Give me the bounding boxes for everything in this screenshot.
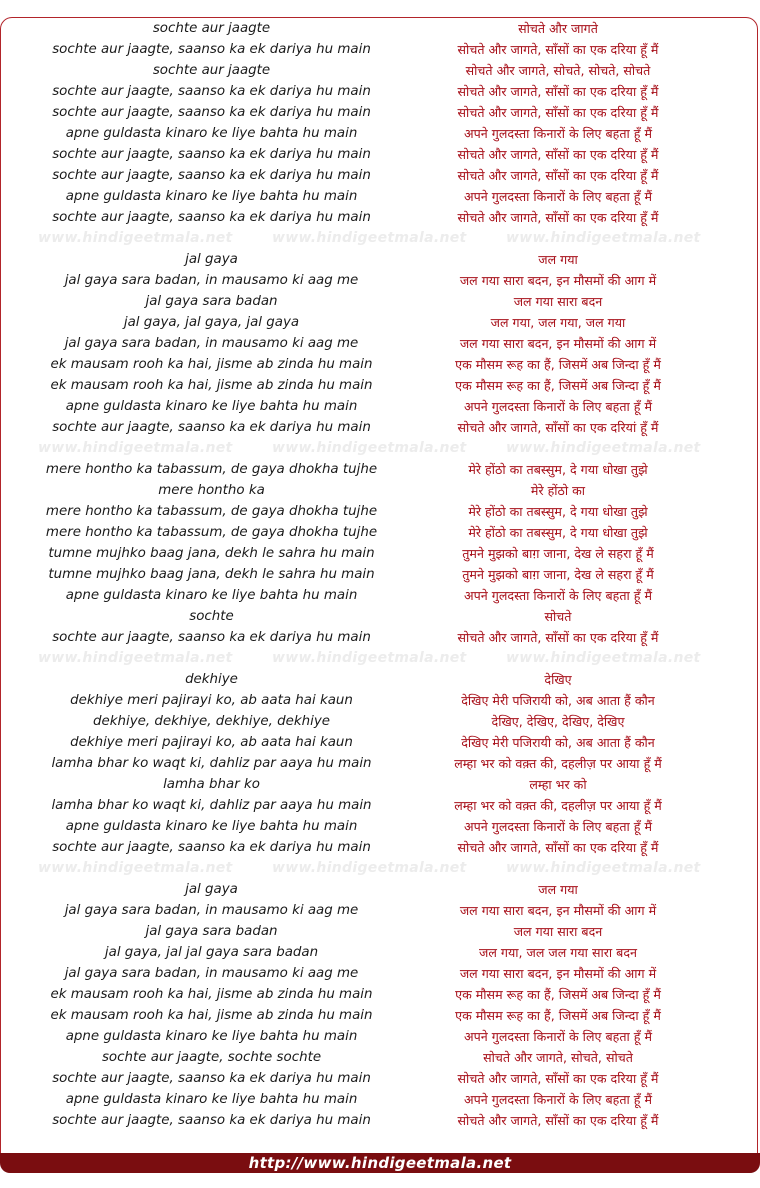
lyric-line-en: jal gaya sara badan	[145, 924, 278, 939]
lyric-line-en: apne guldasta kinaro ke liye bahta hu main	[65, 588, 358, 603]
watermark-text: www.hindigeetmala.net	[506, 440, 701, 456]
lyric-line-hi: तुमने मुझको बाग़ जाना, देख ले सहरा हूँ मैं	[462, 567, 654, 582]
lyric-line-hi: जल गया, जल जल गया सारा बदन	[478, 945, 638, 960]
lyric-line-hi: अपने गुलदस्ता किनारों के लिए बहता हूँ मैं	[463, 399, 652, 414]
lyric-line-hi: देखिए मेरी पजिरायी को, अब आता हैं कौन	[461, 693, 655, 708]
lyric-line-en: jal gaya sara badan, in mausamo ki aag me	[64, 336, 359, 351]
lyric-line-en: jal gaya sara badan, in mausamo ki aag me	[64, 966, 359, 981]
lyric-line-hi: सोचते और जागते, साँसों का एक दरिया हूँ मैं	[457, 210, 659, 225]
lyric-line-en: jal gaya, jal jal gaya sara badan	[104, 945, 319, 960]
lyric-line-hi: सोचते और जागते, साँसों का एक दरियां हूँ मैं	[457, 420, 659, 435]
lyric-line-hi: सोचते और जागते, साँसों का एक दरिया हूँ मैं	[457, 1071, 659, 1086]
watermark-text: www.hindigeetmala.net	[506, 230, 701, 246]
lyric-line-hi: जल गया, जल गया, जल गया	[490, 315, 626, 330]
watermark-text: www.hindigeetmala.net	[506, 650, 701, 666]
watermark-text: www.hindigeetmala.net	[38, 860, 233, 876]
lyric-line-en: mere hontho ka	[158, 483, 265, 498]
lyric-line-en: sochte	[189, 609, 234, 624]
lyric-line-en: sochte aur jaagte, saanso ka ek dariya hu main	[52, 1071, 371, 1086]
lyric-line-hi: जल गया सारा बदन, इन मौसमों की आग में	[459, 903, 657, 918]
lyric-line-en: dekhiye, dekhiye, dekhiye, dekhiye	[93, 714, 330, 729]
watermark-row	[0, 438, 760, 459]
lyric-line-en: lamha bhar ko	[163, 777, 260, 792]
lyric-line-en: sochte aur jaagte, saanso ka ek dariya hu main	[52, 840, 371, 855]
lyric-line-en: apne guldasta kinaro ke liye bahta hu main	[65, 189, 358, 204]
lyric-line-hi: मेरे होंठो का तबस्सुम, दे गया धोखा तुझे	[468, 504, 648, 519]
watermark-row	[0, 228, 760, 249]
lyric-line-hi: सोचते और जागते, साँसों का एक दरिया हूँ मैं	[457, 1113, 659, 1128]
footer-url[interactable]: http://www.hindigeetmala.net	[248, 1154, 512, 1172]
lyric-line-en: ek mausam rooh ka hai, jisme ab zinda hu main	[50, 378, 373, 393]
lyric-line-en: sochte aur jaagte, saanso ka ek dariya hu main	[52, 630, 371, 645]
lyric-line-en: lamha bhar ko waqt ki, dahliz par aaya hu main	[51, 756, 372, 771]
lyric-line-hi: लम्हा भर को	[529, 777, 587, 792]
lyric-line-en: ek mausam rooh ka hai, jisme ab zinda hu main	[50, 357, 373, 372]
lyric-line-hi: मेरे होंठो का	[530, 483, 586, 498]
lyric-line-hi: सोचते और जागते, साँसों का एक दरिया हूँ मैं	[457, 105, 659, 120]
lyric-line-en: apne guldasta kinaro ke liye bahta hu main	[65, 819, 358, 834]
lyric-line-hi: अपने गुलदस्ता किनारों के लिए बहता हूँ मैं	[463, 126, 652, 141]
lyric-line-hi: सोचते और जागते	[518, 21, 598, 36]
lyric-line-en: apne guldasta kinaro ke liye bahta hu main	[65, 126, 358, 141]
watermark-text: www.hindigeetmala.net	[38, 440, 233, 456]
lyric-line-hi: सोचते और जागते, साँसों का एक दरिया हूँ मैं	[457, 147, 659, 162]
lyric-line-hi: सोचते और जागते, साँसों का एक दरिया हूँ मैं	[457, 840, 659, 855]
watermark-text: www.hindigeetmala.net	[272, 230, 467, 246]
lyric-line-en: apne guldasta kinaro ke liye bahta hu main	[65, 1092, 358, 1107]
lyric-line-en: sochte aur jaagte, sochte sochte	[101, 1050, 322, 1065]
lyric-line-hi: एक मौसम रूह का हैं, जिसमें अब जिन्दा हूँ मैं	[455, 378, 661, 393]
lyric-line-hi: अपने गुलदस्ता किनारों के लिए बहता हूँ मैं	[463, 1029, 652, 1044]
lyric-line-en: mere hontho ka tabassum, de gaya dhokha tujhe	[45, 504, 378, 519]
lyric-line-en: sochte aur jaagte, saanso ka ek dariya hu main	[52, 1113, 371, 1128]
lyric-line-hi: लम्हा भर को वक़्त की, दहलीज़ पर आया हूँ मैं	[454, 798, 662, 813]
lyric-line-en: mere hontho ka tabassum, de gaya dhokha tujhe	[45, 462, 378, 477]
lyric-line-en: tumne mujhko baag jana, dekh le sahra hu main	[48, 546, 375, 561]
lyric-line-hi: एक मौसम रूह का हैं, जिसमें अब जिन्दा हूँ मैं	[455, 987, 661, 1002]
lyric-line-hi: सोचते और जागते, साँसों का एक दरिया हूँ मैं	[457, 84, 659, 99]
lyric-line-en: sochte aur jaagte, saanso ka ek dariya hu main	[52, 168, 371, 183]
lyric-line-en: jal gaya sara badan, in mausamo ki aag me	[64, 903, 359, 918]
lyric-line-hi: मेरे होंठो का तबस्सुम, दे गया धोखा तुझे	[468, 462, 648, 477]
watermark-text: www.hindigeetmala.net	[38, 230, 233, 246]
lyric-line-hi: जल गया सारा बदन	[513, 924, 603, 939]
lyric-line-hi: तुमने मुझको बाग़ जाना, देख ले सहरा हूँ मैं	[462, 546, 654, 561]
lyric-line-en: sochte aur jaagte	[152, 21, 271, 36]
lyric-line-hi: एक मौसम रूह का हैं, जिसमें अब जिन्दा हूँ मैं	[455, 357, 661, 372]
lyric-line-hi: जल गया सारा बदन, इन मौसमों की आग में	[459, 336, 657, 351]
lyric-line-en: apne guldasta kinaro ke liye bahta hu main	[65, 399, 358, 414]
lyric-line-hi: देखिए	[544, 672, 572, 687]
lyric-line-hi: सोचते	[544, 609, 572, 624]
watermark-row	[0, 858, 760, 879]
lyric-line-en: sochte aur jaagte, saanso ka ek dariya hu main	[52, 42, 371, 57]
lyric-line-en: dekhiye	[185, 672, 238, 687]
lyric-line-en: lamha bhar ko waqt ki, dahliz par aaya hu main	[51, 798, 372, 813]
watermark-row	[0, 648, 760, 669]
lyric-line-en: jal gaya sara badan	[145, 294, 278, 309]
lyric-line-en: jal gaya sara badan, in mausamo ki aag me	[64, 273, 359, 288]
lyric-line-hi: अपने गुलदस्ता किनारों के लिए बहता हूँ मैं	[463, 819, 652, 834]
lyric-line-en: sochte aur jaagte, saanso ka ek dariya hu main	[52, 105, 371, 120]
lyric-line-en: ek mausam rooh ka hai, jisme ab zinda hu main	[50, 987, 373, 1002]
lyric-line-hi: जल गया सारा बदन, इन मौसमों की आग में	[459, 273, 657, 288]
lyric-line-hi: अपने गुलदस्ता किनारों के लिए बहता हूँ मैं	[463, 189, 652, 204]
watermark-text: www.hindigeetmala.net	[272, 860, 467, 876]
lyric-line-en: mere hontho ka tabassum, de gaya dhokha tujhe	[45, 525, 378, 540]
watermark-text: www.hindigeetmala.net	[272, 440, 467, 456]
watermark-text: www.hindigeetmala.net	[38, 650, 233, 666]
lyric-line-en: jal gaya, jal gaya, jal gaya	[123, 315, 300, 330]
lyric-line-hi: जल गया	[538, 882, 578, 897]
lyric-line-en: jal gaya	[185, 882, 238, 897]
lyric-line-en: ek mausam rooh ka hai, jisme ab zinda hu main	[50, 1008, 373, 1023]
lyric-line-hi: सोचते और जागते, साँसों का एक दरिया हूँ मैं	[457, 42, 659, 57]
lyric-line-en: sochte aur jaagte	[152, 63, 271, 78]
watermark-text: www.hindigeetmala.net	[272, 650, 467, 666]
lyric-line-en: dekhiye meri pajirayi ko, ab aata hai kaun	[70, 735, 353, 750]
lyric-line-hi: अपने गुलदस्ता किनारों के लिए बहता हूँ मैं	[463, 588, 652, 603]
lyric-line-hi: सोचते और जागते, साँसों का एक दरिया हूँ मैं	[457, 630, 659, 645]
lyric-line-hi: सोचते और जागते, सोचते, सोचते	[483, 1050, 633, 1065]
lyric-line-en: jal gaya	[185, 252, 238, 267]
lyric-line-hi: मेरे होंठो का तबस्सुम, दे गया धोखा तुझे	[468, 525, 648, 540]
lyric-line-hi: देखिए मेरी पजिरायी को, अब आता हैं कौन	[461, 735, 655, 750]
lyric-line-en: tumne mujhko baag jana, dekh le sahra hu main	[48, 567, 375, 582]
lyric-line-hi: जल गया	[538, 252, 578, 267]
lyric-line-en: sochte aur jaagte, saanso ka ek dariya hu main	[52, 147, 371, 162]
lyric-line-hi: सोचते और जागते, सोचते, सोचते, सोचते	[465, 63, 651, 78]
lyric-line-hi: देखिए, देखिए, देखिए, देखिए	[491, 714, 625, 729]
lyric-line-hi: लम्हा भर को वक़्त की, दहलीज़ पर आया हूँ मैं	[454, 756, 662, 771]
lyric-line-en: sochte aur jaagte, saanso ka ek dariya hu main	[52, 84, 371, 99]
lyric-line-en: sochte aur jaagte, saanso ka ek dariya hu main	[52, 420, 371, 435]
lyric-line-en: sochte aur jaagte, saanso ka ek dariya hu main	[52, 210, 371, 225]
lyric-line-hi: एक मौसम रूह का हैं, जिसमें अब जिन्दा हूँ मैं	[455, 1008, 661, 1023]
lyric-line-hi: सोचते और जागते, साँसों का एक दरिया हूँ मैं	[457, 168, 659, 183]
lyric-line-hi: जल गया सारा बदन, इन मौसमों की आग में	[459, 966, 657, 981]
lyric-line-en: dekhiye meri pajirayi ko, ab aata hai kaun	[70, 693, 353, 708]
lyric-line-hi: अपने गुलदस्ता किनारों के लिए बहता हूँ मैं	[463, 1092, 652, 1107]
watermark-text: www.hindigeetmala.net	[506, 860, 701, 876]
lyric-line-hi: जल गया सारा बदन	[513, 294, 603, 309]
lyric-line-en: apne guldasta kinaro ke liye bahta hu main	[65, 1029, 358, 1044]
